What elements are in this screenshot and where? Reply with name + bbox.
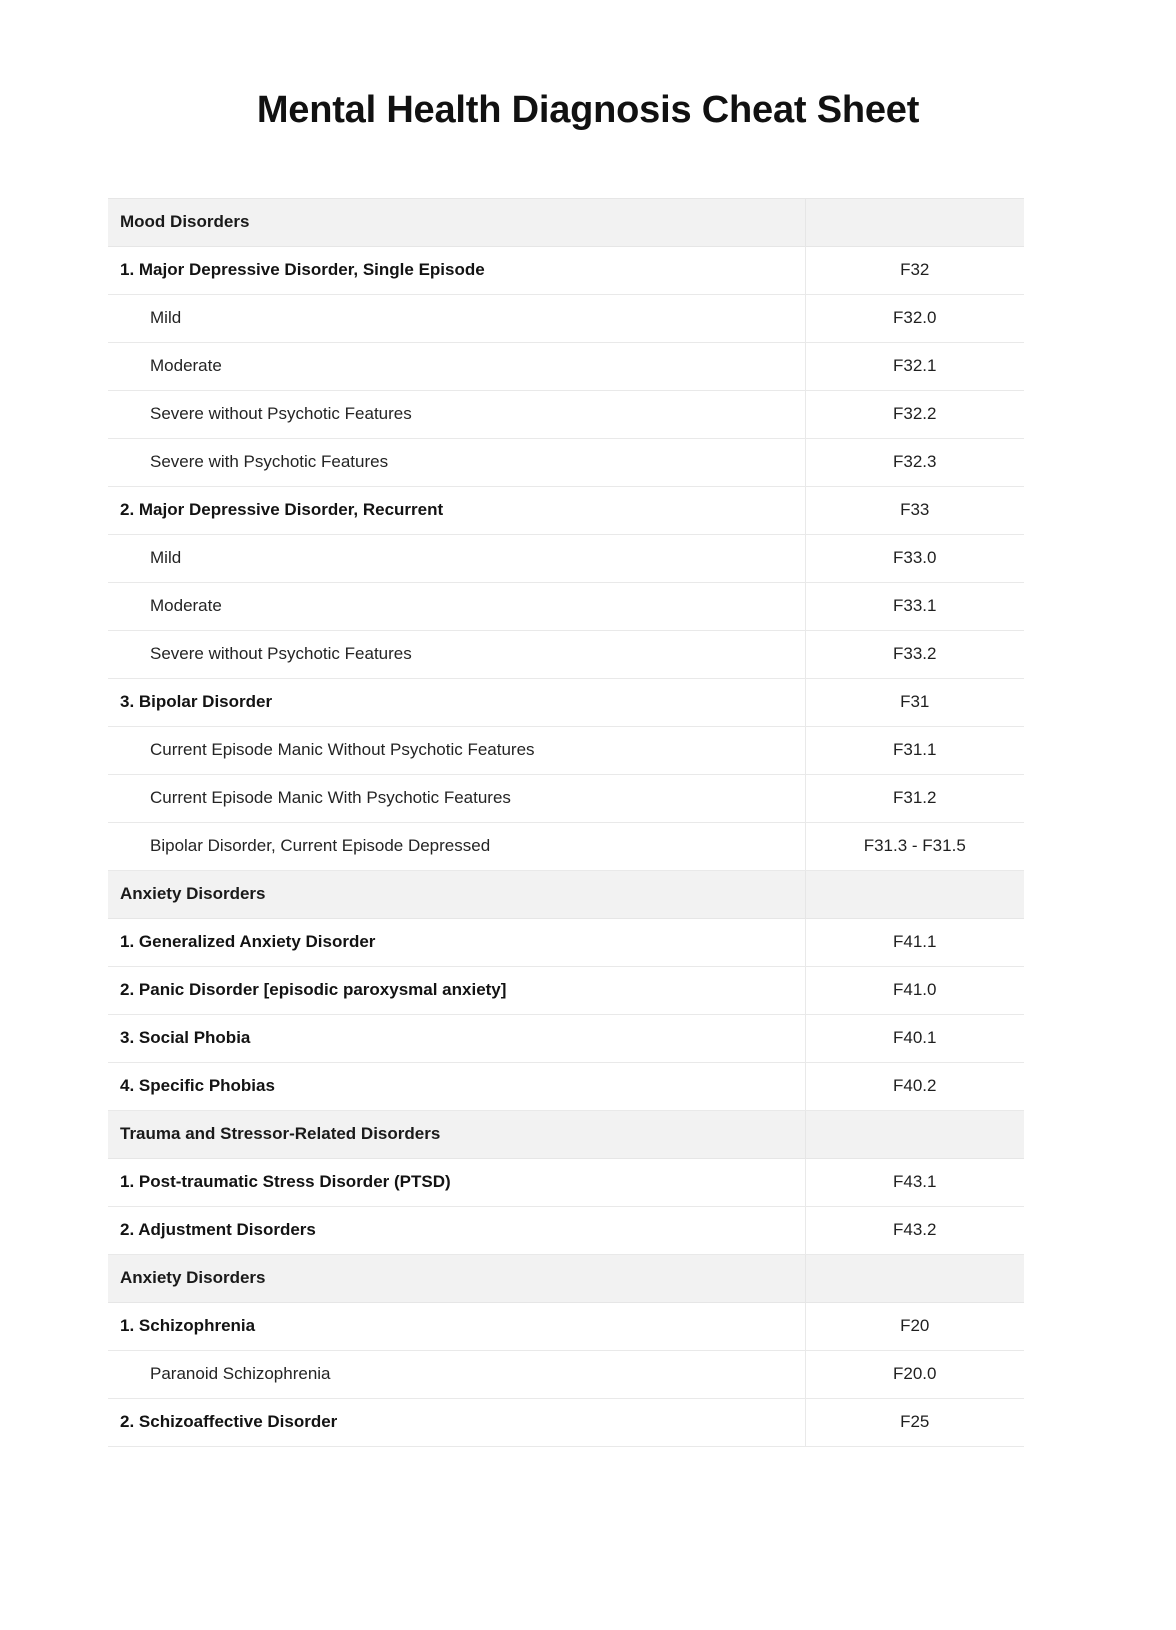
diagnosis-code: F33.0 (805, 534, 1024, 582)
diagnosis-code: F41.0 (805, 966, 1024, 1014)
diagnosis-code (805, 1254, 1024, 1302)
table-row (108, 390, 1024, 438)
table-row (108, 918, 1024, 966)
diagnosis-label: Severe without Psychotic Features (108, 390, 805, 438)
table-section-header-row (108, 1254, 1024, 1302)
section-header-label: Mood Disorders (108, 198, 805, 246)
table-row (108, 246, 1024, 294)
diagnosis-code (805, 198, 1024, 246)
diagnosis-code: F20 (805, 1302, 1024, 1350)
diagnosis-table-container (108, 198, 1024, 1447)
table-row (108, 822, 1024, 870)
diagnosis-label: 1. Major Depressive Disorder, Single Episode (108, 246, 805, 294)
diagnosis-label: Bipolar Disorder, Current Episode Depressed (108, 822, 805, 870)
diagnosis-code: F40.1 (805, 1014, 1024, 1062)
diagnosis-label: 4. Specific Phobias (108, 1062, 805, 1110)
diagnosis-code: F32.0 (805, 294, 1024, 342)
diagnosis-code (805, 870, 1024, 918)
diagnosis-code: F32.1 (805, 342, 1024, 390)
table-row (108, 774, 1024, 822)
diagnosis-code: F31 (805, 678, 1024, 726)
table-row (108, 1158, 1024, 1206)
diagnosis-code: F31.3 - F31.5 (805, 822, 1024, 870)
table-row (108, 966, 1024, 1014)
table-row (108, 438, 1024, 486)
section-header-label: Anxiety Disorders (108, 870, 805, 918)
diagnosis-label: Current Episode Manic Without Psychotic Features (108, 726, 805, 774)
diagnosis-label: 3. Bipolar Disorder (108, 678, 805, 726)
diagnosis-code: F25 (805, 1398, 1024, 1446)
diagnosis-table-body (108, 198, 1024, 1446)
table-row (108, 1398, 1024, 1446)
diagnosis-code: F31.1 (805, 726, 1024, 774)
page-title: Mental Health Diagnosis Cheat Sheet (256, 89, 920, 131)
table-section-header-row (108, 870, 1024, 918)
diagnosis-code: F32 (805, 246, 1024, 294)
diagnosis-label: Mild (108, 534, 805, 582)
section-header-label: Anxiety Disorders (108, 1254, 805, 1302)
diagnosis-code: F40.2 (805, 1062, 1024, 1110)
table-row (108, 630, 1024, 678)
diagnosis-label: Severe with Psychotic Features (108, 438, 805, 486)
diagnosis-label: 1. Generalized Anxiety Disorder (108, 918, 805, 966)
table-row (108, 486, 1024, 534)
diagnosis-code: F33.2 (805, 630, 1024, 678)
table-row (108, 1014, 1024, 1062)
table-row (108, 342, 1024, 390)
diagnosis-code: F43.1 (805, 1158, 1024, 1206)
diagnosis-label: 2. Major Depressive Disorder, Recurrent (108, 486, 805, 534)
diagnosis-label: 1. Post-traumatic Stress Disorder (PTSD) (108, 1158, 805, 1206)
table-row (108, 294, 1024, 342)
diagnosis-label: 2. Schizoaffective Disorder (108, 1398, 805, 1446)
diagnosis-code (805, 1110, 1024, 1158)
table-row (108, 1350, 1024, 1398)
table-section-header-row (108, 198, 1024, 246)
table-row (108, 1062, 1024, 1110)
diagnosis-code: F43.2 (805, 1206, 1024, 1254)
diagnosis-label: 3. Social Phobia (108, 1014, 805, 1062)
diagnosis-table (108, 198, 1024, 1447)
diagnosis-label: 2. Panic Disorder [episodic paroxysmal anxiety] (108, 966, 805, 1014)
section-header-label: Trauma and Stressor-Related Disorders (108, 1110, 805, 1158)
diagnosis-label: 2. Adjustment Disorders (108, 1206, 805, 1254)
diagnosis-label: Mild (108, 294, 805, 342)
table-row (108, 726, 1024, 774)
diagnosis-label: Moderate (108, 342, 805, 390)
diagnosis-label: Severe without Psychotic Features (108, 630, 805, 678)
table-row (108, 678, 1024, 726)
table-section-header-row (108, 1110, 1024, 1158)
table-row (108, 1206, 1024, 1254)
diagnosis-label: Current Episode Manic With Psychotic Features (108, 774, 805, 822)
diagnosis-label: 1. Schizophrenia (108, 1302, 805, 1350)
diagnosis-code: F20.0 (805, 1350, 1024, 1398)
diagnosis-code: F32.3 (805, 438, 1024, 486)
diagnosis-label: Moderate (108, 582, 805, 630)
table-row (108, 1302, 1024, 1350)
table-row (108, 534, 1024, 582)
diagnosis-code: F31.2 (805, 774, 1024, 822)
table-row (108, 582, 1024, 630)
diagnosis-code: F33.1 (805, 582, 1024, 630)
diagnosis-label: Paranoid Schizophrenia (108, 1350, 805, 1398)
diagnosis-code: F32.2 (805, 390, 1024, 438)
diagnosis-code: F41.1 (805, 918, 1024, 966)
diagnosis-code: F33 (805, 486, 1024, 534)
